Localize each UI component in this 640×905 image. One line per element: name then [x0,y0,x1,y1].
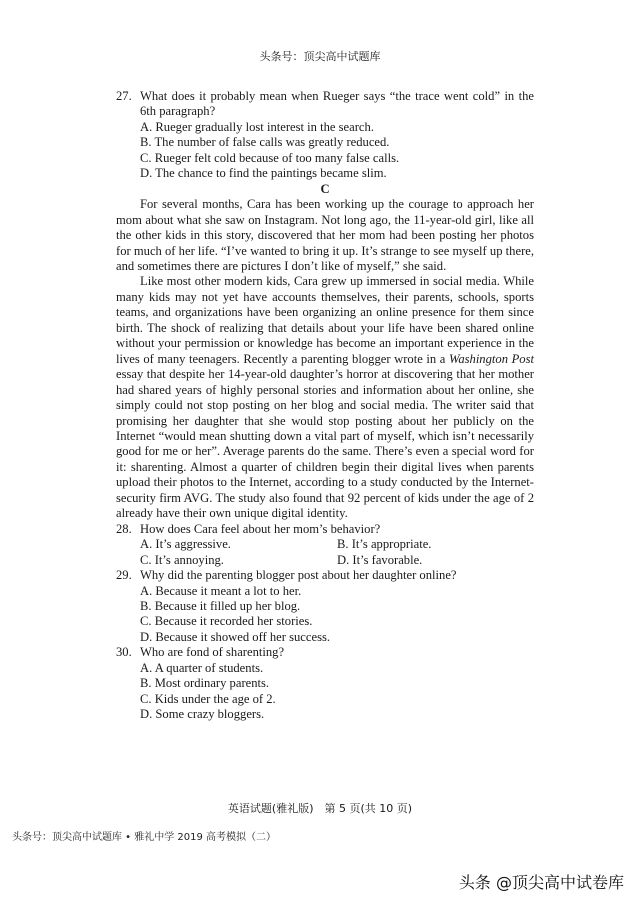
question-30-number: 30. [116,645,132,660]
question-28-option-a: A. It’s aggressive. [140,537,231,552]
question-28-number: 28. [116,521,132,536]
question-29-option-c: C. Because it recorded her stories. [140,614,313,629]
question-27-option-a: A. Rueger gradually lost interest in the search. [140,119,374,134]
question-28-options-row-1 [116,537,534,552]
question-27-stem [116,89,534,120]
question-30-text: Who are fond of sharenting? [140,645,285,660]
question-28-stem [116,522,534,537]
question-30-option-d: D. Some crazy bloggers. [140,707,265,722]
question-30 [116,645,534,722]
question-30-option-c: C. Kids under the age of 2. [140,691,276,706]
page-header: 头条号：顶尖高中试题库 [259,50,381,63]
question-27-option-d: D. The chance to find the paintings became slim. [140,166,387,181]
question-27-text: What does it probably mean when Rueger says “the trace went cold” in the 6th paragraph? [140,89,534,119]
question-28-option-c: C. It’s annoying. [140,552,224,567]
passage-paragraph-2-part-1: Like most other modern kids, Cara grew up immersed in social media. While many kids may not yet have accounts themselves, their parents, schools, sports teams, and organizations have been organizing an online presence for them since birth. The shock of realizing that details about your life have been shared online without your permission or knowledge has become an important experience in the lives of many teenagers. Recently a parenting blogger wrote in a [116,274,534,366]
question-30-option-a: A. A quarter of students. [140,660,264,675]
question-27-number: 27. [116,89,132,103]
question-28 [116,522,534,568]
page-content [116,89,534,723]
passage-paragraph-1: For several months, Cara has been working up the courage to approach her mom about what she saw on Instagram. Not long ago, the 11-year-old girl, like all the other kids in this story, discovered that her mom had been posting her photos for much of her life. “I’ve wanted to bring it up. It’s strange to see myself up there, and sometimes there are pictures I don’t like of myself,” she said. [116,197,534,273]
question-28-option-b: B. It’s appropriate. [337,537,432,552]
question-27-option-c: C. Rueger felt cold because of too many false calls. [140,150,400,165]
question-29-number: 29. [116,568,132,583]
source-label: 头条号：顶尖高中试题库 • 雅礼中学 2019 高考模拟（二） [12,832,277,843]
page-footer: 英语试题(雅礼版) 第 5 页(共 10 页) [227,802,413,815]
question-28-option-d: D. It’s favorable. [337,552,423,567]
question-29-option-a: A. Because it meant a lot to her. [140,583,302,598]
question-28-text: How does Cara feel about her mom’s behavior? [140,521,381,536]
question-29-option-d: D. Because it showed off her success. [140,629,331,644]
question-30-option-b: B. Most ordinary parents. [140,676,270,691]
question-29-text: Why did the parenting blogger post about her daughter online? [140,568,457,583]
question-28-options-row-2 [116,553,534,568]
passage-paragraph-2 [116,274,534,521]
section-c-title: C [320,181,330,196]
passage-paragraph-2-part-2: essay that despite her 14-year-old daughter’s horror at discovering that her mother had shared years of highly personal stories and information about her online, she simply could not stop posting on her blog and social media. The writer said that promising her daughter that she would stop posting about her publicly on the Internet “would mean shutting down a vital part of myself, which isn’t necessarily good for me or her”. Average parents do the same. There’s even a special word for it: sharenting. Almost a quarter of children begin their digital lives when parents upload their photos to the Internet, according to a study conducted by the Internet-security firm AVG. The study also found that 92 percent of kids under the age of 2 already have their own unique digital identity. [116,367,534,521]
question-30-stem [116,645,534,660]
question-29 [116,568,534,645]
newspaper-name: Washington Post [448,351,534,366]
question-29-option-b: B. Because it filled up her blog. [140,598,301,613]
question-29-stem [116,568,534,583]
question-27 [116,89,534,182]
watermark: 头条 @顶尖高中试卷库 [458,873,624,892]
question-27-option-b: B. The number of false calls was greatly reduced. [140,135,390,150]
